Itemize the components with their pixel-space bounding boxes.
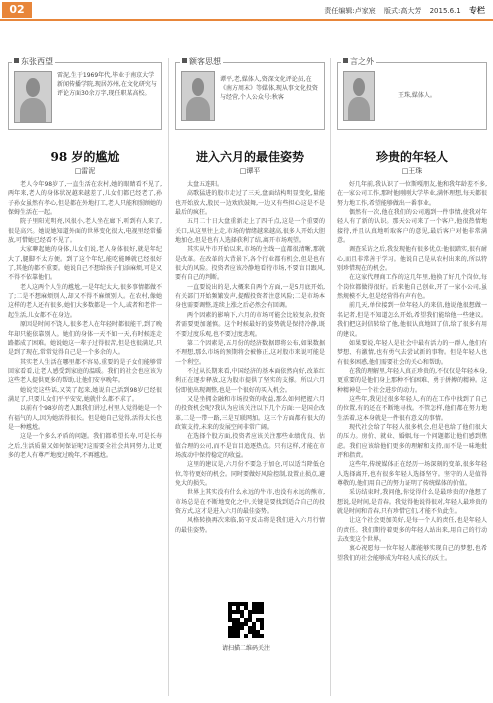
column-divider [330,58,331,696]
section-name: 专栏 [469,6,485,15]
column-tag: 言之外 [341,57,376,67]
article-paragraph: 采访结束时,我问他,你觉得什么是最珍贵的?他想了想说,是时间,是青春。我觉得他说得很对,年轻人最珍贵的就是时间和青春,只有珍惜它们,才能不负此生。 [337,489,487,516]
article-paragraph: 调查采访之后,我发现他有很多优点:他很踏实,很有耐心,而且非常善于学习。他说自己是从农村出来的,所以特别珍惜现在的机会。 [337,246,487,273]
article-paragraph: 这是一个多么矛盾的问题。我们都希望长寿,可是长寿之后,生活质量又如何保证呢?这需要全社会共同努力,让更多的老人有尊严地度过晚年,不再尴尬。 [8,433,162,459]
author-bio: 雷泥,生于1969年代,毕业于南京大学新闻传播学院,现居苏州,在文化研究与评论方面30余万字,现任职某高校。 [57,72,157,97]
column-tag: 东张西望 [12,57,55,67]
article-paragraph: 其实老人生活在哪里都不容易,重要的是子女们能够常回家看看,让老人感受到家庭的温暖。我们的社会也应该为这些老人提供更多的帮助,让他们安享晚年。 [8,358,162,385]
header-rule [0,19,493,21]
header-info [318,5,485,16]
article-paragraph: 让这个社会更加美好,是每一个人的责任,也是年轻人的责任。我们期待着更多的年轻人站出来,用自己的行动去改变这个世界。 [337,517,487,544]
layout-credit: 版式:高大芳 [384,7,422,15]
article-paragraph: 以前有个98岁的老人跟我们讲过,村里人觉得她是一个有福气的人,因为她活得很长。但是她自己觉得,活得太长也是一种尴尬。 [8,405,162,431]
article-byline: □雷泥 [74,167,96,175]
qr-code [226,600,266,640]
author-profile-box [337,62,487,130]
author-profile-box [8,62,162,130]
article-body [337,180,487,696]
author-profile-box [175,62,325,130]
article-paragraph: 一直要说出的是,大概来自两个方面,一是5月底开始,有关部门开始频繁发声,提醒投资者注意风险;二是市场本身也需要调整,连续上涨之后必然会有回调。 [175,283,325,310]
article-paragraph: 在这家代理商工作的这几年里,他换了好几个岗位,每个岗位都做得很好。后来他自己创业,开了一家小公司,虽然规模不大,但是经营得有声有色。 [337,274,487,301]
article-body [8,180,162,696]
column-divider [168,58,169,696]
article-paragraph: 这些年,我见过很多年轻人,有的在工作中找到了自己的位置,有的还在不断地寻找。不管怎样,他们都在努力地生活着,这本身就是一件很有意义的事情。 [337,395,487,422]
article-paragraph: 大家聊起她的身体,儿女们说,老人身体很好,就是年纪大了,腿脚不太方便。到了这个年纪,能吃能睡就已经很好了,其他的都不重要。她说自己不想给孩子们添麻烦,可是又不得不依靠他们。 [8,246,162,282]
article-paragraph: 其实从牛市开始以来,市场的主线一直都很清晰,那就是改革。在改革的大背景下,各个行业都有机会,但是也有很大的风险。投资者应该冷静地看待市场,不要盲目跟风,要有自己的判断。 [175,246,325,282]
article-paragraph: 不过从长期来看,中国经济的基本面依然向好,改革红利正在逐步释放,这为股市提供了坚实的支撑。所以六月份即使出现调整,也是一个很好的买入机会。 [175,367,325,394]
article-title: 98 岁的尴尬 [50,150,120,164]
article-paragraph: 老人今年98岁了,一直生活在农村,她的眼睛看不见了,两年来,老人的身体状况越来越差了,儿女们都已经老了,孙子孙女虽然有孝心,但是都在外地打工,老人只能和照顾她的保姆生活在一起。 [8,181,162,217]
article-paragraph: 她说完这些话,又笑了起来,她说自己活到98岁已经很满足了,只要儿女们平平安安,她就什么都不求了。 [8,386,162,403]
author-bio: 谭平,老,媒体人,资深文化评论员,在《南方周末》等媒体,现从事文化投资与经营,个人公众号:秋客 [220,76,318,101]
qr-caption: 请扫描二维码关注 [221,645,270,652]
article-paragraph: 在我的理解里,年轻人真正珍贵的,不仅仅是年轻本身,更重要的是他们身上那种不怕困难、勇于拼搏的精神。这种精神是一个社会进步的动力。 [337,367,487,394]
editor-credit: 责任编辑:卢家宸 [324,7,376,15]
article-title: 珍贵的年轻人 [375,150,448,164]
article-paragraph: 太盘五连阳。 [187,181,224,188]
article-paragraph: 高歌猛进的股市走过了三天,盘面结构明显变化,量能也开始放大,股民一边欢欣鼓舞,一边又有些担心这是不是最后的疯狂。 [175,190,325,217]
square-bullet-icon [182,58,187,63]
article-paragraph: 好几年前,我认识了一位斯嘎朋友,他和我年龄差不多,在一家公司工作,那时他刚刚大学毕业,满怀理想,每天都很努力地工作,希望能够做出一番事业。 [337,181,487,207]
article-paragraph: 第二个因素是,五月份的经济数据即将公布,如果数据不理想,那么市场的预期将会被修正,这对股市来说可能是一个利空。 [175,339,325,366]
article-title: 进入六月的最佳姿势 [195,150,304,164]
article-paragraph: 老人这两个人生的尴尬,一是年纪太大,很多事情都做不了;二是不想麻烦别人,却又不得不麻烦别人。在农村,像她这样的老人还有很多,她们大多数都是一个人,或者和老伴一起生活,儿女都不在身边。 [8,283,162,319]
page-header [0,0,493,22]
article-paragraph: 这里的建议是,六月份不要急于加仓,可以适当降低仓位,等待更好的机会。同时要做好风险控制,设置止损点,避免大的损失。 [175,461,325,487]
column-tag: 额客思想 [180,57,223,67]
square-bullet-icon [343,58,348,63]
article-paragraph: 现代社会给了年轻人很多机会,但是也给了他们很大的压力。房价、就业、婚姻,每一个问题都让他们感到焦虑。我们应该给他们更多的理解和支持,而不是一味地批评和指责。 [337,423,487,459]
article-paragraph: 五月二十日大盘重新走上了四千点,这是一个重要的关口,从这里往上走,市场的情绪越来越高,很多人开始大胆地加仓,但是也有人选择获利了结,离开市场观望。 [175,218,325,245]
article-paragraph: 在选择个股方面,投资者应该关注那些业绩优良、估值合理的公司,而不是盲目追逐热点。只有这样,才能在市场波动中保持稳定的收益。 [175,433,325,459]
article-paragraph: 院子里阳光明亮,风很小,老人坐在廊下,听到有人来了,很是高兴。她说她知道外面的世界变化很大,电视里经常播放,可惜她已经看不见了。 [8,218,162,245]
article-paragraph: 如果要说,年轻人是社会中最有活力的一群人,他们有梦想、有激情,也有勇气去尝试新的事物。但是年轻人也有很多困惑,他们需要社会的关心和帮助。 [337,339,487,366]
article-paragraph: 又是坐拥金融和市场投资的收益,那么如何把握六月的投资机会呢?我认为应该关注以下几个方面:一是国企改革,二是一带一路,三是互联网加。这三个方面都有很大的政策支持,未来的发展空间非常广阔。 [175,395,325,431]
author-photo [343,71,375,121]
article-paragraph: 世界上其实没有什么永远的牛市,也没有永远的熊市,市场总是在不断地变化之中,关键是要找到适合自己的投资方式,这才是进入六月的最佳姿势。 [175,489,325,516]
author-photo [181,71,215,121]
author-bio: 王珠,媒体人。 [398,92,436,99]
article-paragraph: 原因是时间不饶人,很多老人在年轻时都很能干,到了晚年却只能依靠别人。她们的身体一天不如一天,有时候连走路都成了困难。她说她这一辈子过得很苦,但是也很满足,只是到了现在,常常觉得自己是一个多余的人。 [8,321,162,357]
article-paragraph: 这些年,传统媒体正在经历一场深刻的变革,很多年轻人选择离开,也有很多年轻人选择坚守。坚守的人是值得尊敬的,他们用自己的努力证明了传统媒体的价值。 [337,461,487,487]
article-byline: □王珠 [401,167,423,175]
page-number: 02 [2,2,32,18]
article-paragraph: 两个因素的影响下,六月的市场可能会比较复杂,投资者需要更加谨慎。这个时候最好的姿势就是保持冷静,既不要过度乐观,也不要过度悲观。 [175,311,325,338]
author-photo [14,71,52,123]
square-bullet-icon [14,58,19,63]
article-byline: □谭平 [239,167,261,175]
article-paragraph: 衷心祝愿每一位年轻人都能够实现自己的梦想,也希望我们的社会能够成为年轻人成长的沃土。 [337,545,487,562]
article-body [175,180,325,596]
article-paragraph: 前几天,单位接到一位年轻人的来信,他说他很想做一名记者,但是不知道怎么开始,希望我们能给他一些建议。我们把这封信转给了他,他很认真地回了信,给了很多有用的建议。 [337,302,487,338]
article-paragraph: 偶然有一次,他在我们的公司遇到一件事情,使我对年轻人有了新的认识。那天公司来了一个客户,他很热情地接待,并且认真地听取客户的意见,最后客户对他非常满意。 [337,209,487,245]
article-paragraph: 风格转换再次来临,防守反击将是我们进入六月行情的最佳姿势。 [175,517,325,534]
issue-date: 2015.6.1 [429,7,461,15]
